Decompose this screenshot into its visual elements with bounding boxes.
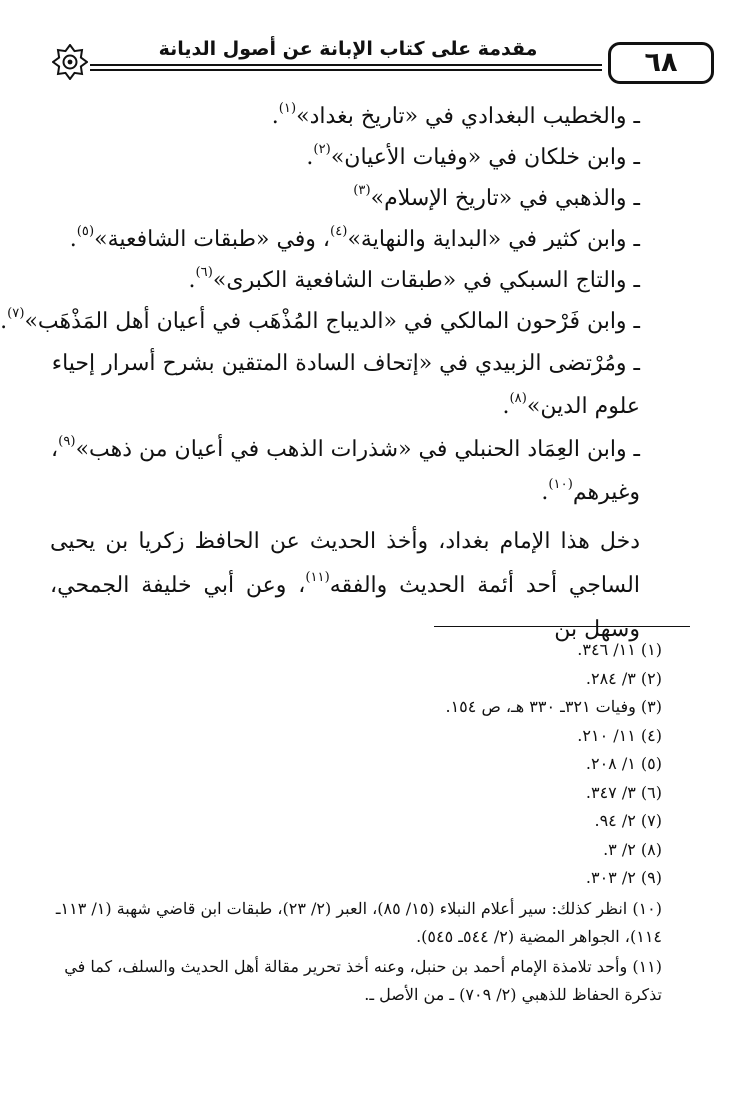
footnote: (٦) ٣/ ٣٤٧.	[585, 782, 662, 802]
footnote: (١٠) انظر كذلك: سير أعلام النبلاء (١٥/ ٨٥)، العبر (٢/ ٢٣)، طبقات ابن قاضي شهبة (١/ ١١٣ـ ١١٤)، الجواهر المضية (٢/ ٥٤٤ـ ٥٤٥).	[55, 898, 662, 946]
header-rule	[90, 64, 602, 66]
list-item: ـ والخطيب البغدادي في «تاريخ بغداد»$^{(١)}$.	[271, 100, 640, 129]
footnote: (١١) وأحد تلامذة الإمام أحمد بن حنبل، وعنه أخذ تحرير مقالة أهل الحديث والسلف، كما في تذكرة الحفاظ للذهبي (٢/ ٧٠٩) ـ من الأصل ـ.	[64, 956, 662, 1004]
eight-point-star-ornament-icon	[52, 44, 88, 80]
footnote-separator	[434, 626, 690, 627]
page-number: ٦٨	[608, 42, 714, 84]
footnote: (١) ١١/ ٣٤٦.	[577, 640, 662, 659]
footnote: (٣) وفيات ٣٢١ـ ٣٣٠ هـ، ص ١٥٤.	[445, 697, 662, 716]
footnote: (٢) ٣/ ٢٨٤.	[585, 668, 662, 688]
footnote: (٤) ١١/ ٢١٠.	[577, 725, 662, 745]
list-item: ـ والتاج السبكي في «طبقات الشافعية الكبرى»$^{(٦)}$.	[188, 264, 640, 293]
list-item: ـ وابن فَرْحون المالكي في «الديباج المُذْهَب في أعيان أهل المَذْهَب»$^{(٧)}$.	[0, 305, 640, 334]
list-item: ـ وابن كثير في «البداية والنهاية»$^{(٤)}$، وفي «طبقات الشافعية»$^{(٥)}$.	[69, 223, 640, 252]
body-paragraph: دخل هذا الإمام بغداد، وأخذ الحديث عن الحافظ زكريا بن يحيى الساجي أحد أئمة الحديث والفقه$^{(١١)}$، وعن أبي خليفة الجمحي، وسهل بن	[50, 529, 640, 642]
main-text	[0, 96, 640, 652]
running-title: مقدمة على كتاب الإبانة عن أصول الديانة	[158, 38, 538, 60]
list-item: ـ والذهبي في «تاريخ الإسلام»$^{(٣)}$	[353, 182, 640, 211]
footnote: (٧) ٢/ ٩٤.	[594, 811, 662, 830]
footnote: (٩) ٢/ ٣٠٣.	[585, 868, 662, 887]
list-item: ـ وابن العِمَاد الحنبلي في «شذرات الذهب في أعيان من ذهب»$^{(٩)}$، وغيرهم$^{(١٠)}$.	[51, 433, 640, 505]
list-item: ـ وابن خلكان في «وفيات الأعيان»$^{(٢)}$.	[306, 141, 640, 170]
footnote: (٥) ١/ ٢٠٨.	[585, 754, 662, 773]
footnote: (٨) ٢/ ٣.	[603, 839, 662, 859]
footnotes	[50, 636, 662, 1009]
list-item: ـ ومُرْتضى الزبيدي في «إتحاف السادة المتقين بشرح أسرار إحياء علوم الدين»$^{(٨)}$.	[51, 351, 640, 419]
page-header	[52, 34, 714, 90]
header-rule	[90, 69, 602, 71]
